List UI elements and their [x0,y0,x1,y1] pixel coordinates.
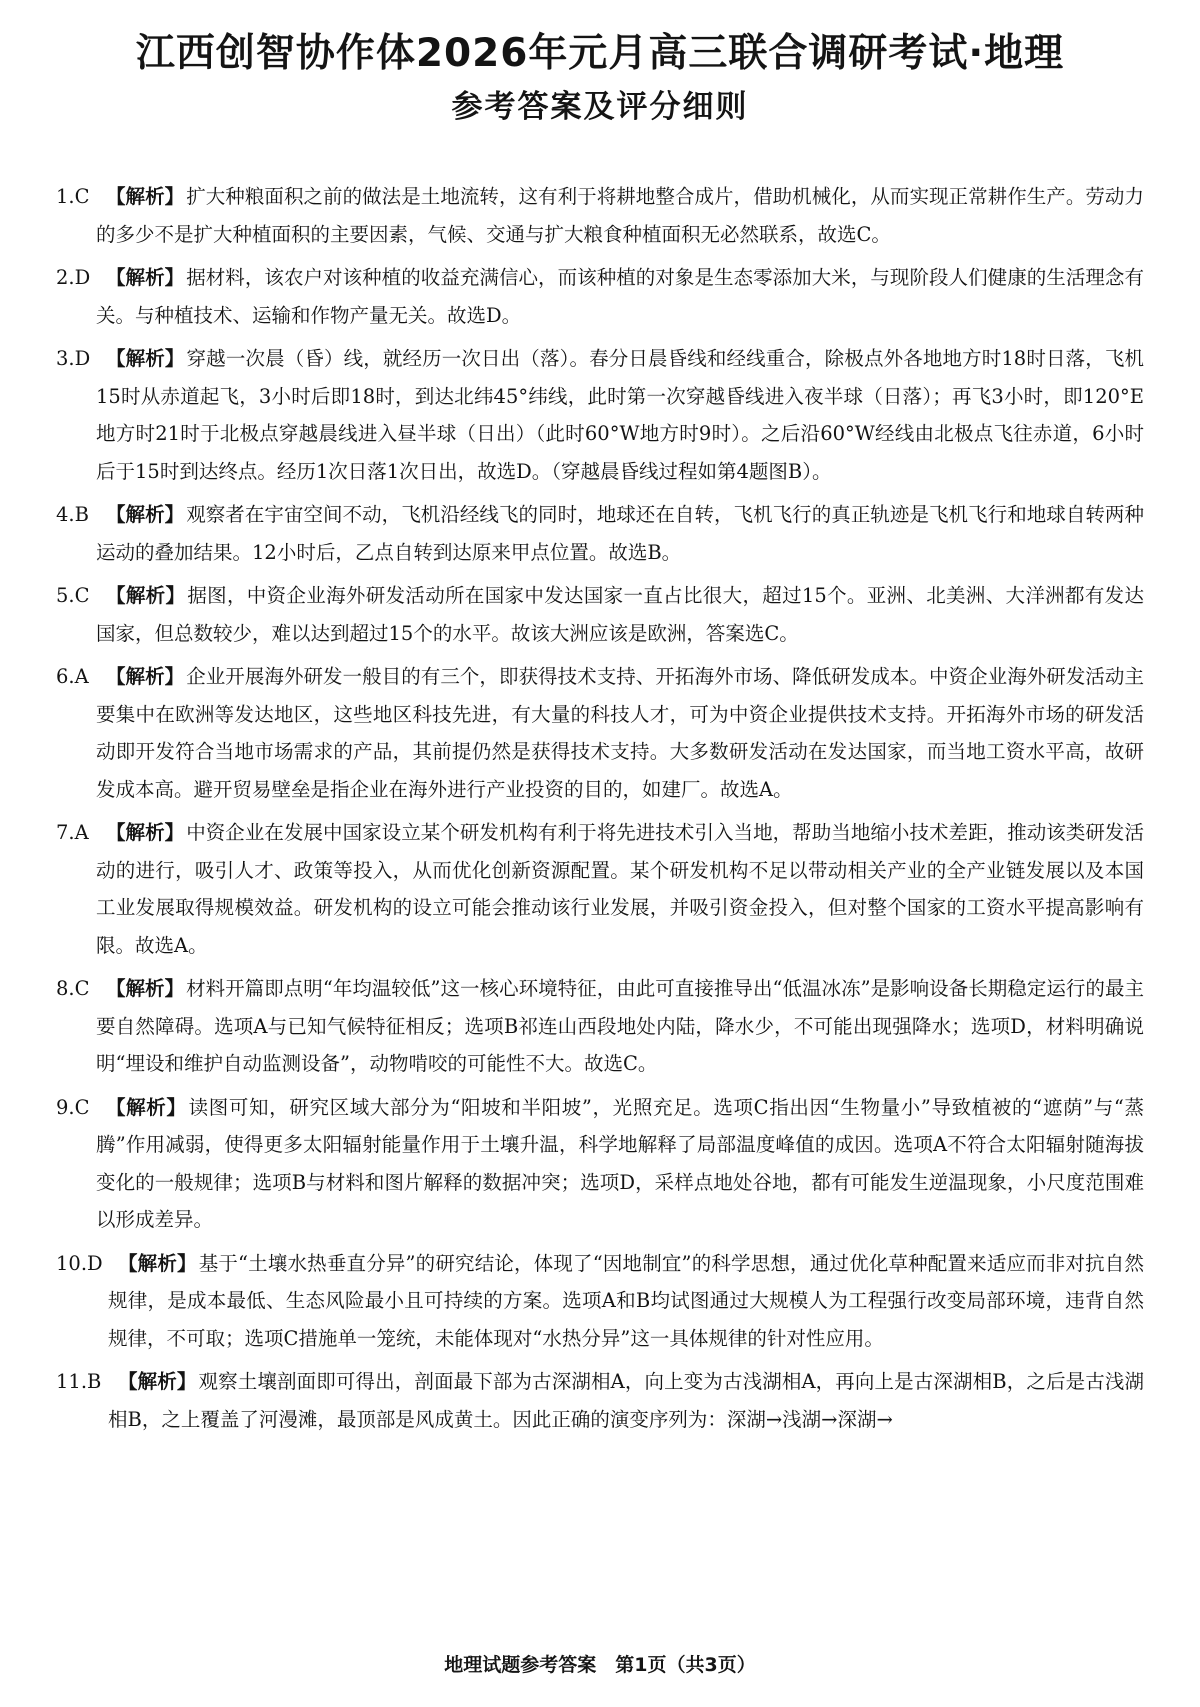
answer-item-10 [56,1245,1144,1358]
analysis-tag: 【解析】 [106,1095,187,1119]
page-footer: 地理试题参考答案 第1页（共3页） [444,1654,756,1676]
answer-text: 观察土壤剖面即可得出，剖面最下部为古深湖相A，向上变为古浅湖相A，再向上是古深湖相B，之后是古浅湖相B，之上覆盖了河漫滩，最顶部是风成黄土。因此正确的演变序列为：深湖→浅湖→深湖→ [108,1370,1144,1431]
answer-text: 基于“土壤水热垂直分异”的研究结论，体现了“因地制宜”的科学思想，通过优化草种配置来适应而非对抗自然规律，是成本最低、生态风险最小且可持续的方案。选项A和B均试图通过大规模人为工程强行改变局部环境，违背自然规律，不可取；选项C措施单一笼统，未能体现对“水热分异”这一具体规律的针对性应用。 [108,1251,1144,1350]
analysis-tag: 【解析】 [106,977,185,1000]
analysis-tag: 【解析】 [118,1370,197,1393]
page-subtitle: 参考答案及评分细则 [451,89,749,125]
answer-item-3 [56,340,1144,490]
answer-item-1 [56,178,1144,253]
answer-number: 7.A [56,821,89,844]
answer-item-5 [56,577,1144,652]
answer-text: 扩大种粮面积之前的做法是土地流转，这有利于将耕地整合成片，借助机械化，从而实现正常耕作生产。劳动力的多少不是扩大种植面积的主要因素，气候、交通与扩大粮食种植面积无必然联系，故选C。 [96,185,1144,246]
answer-number: 9.C [56,1095,90,1119]
analysis-tag: 【解析】 [118,1251,197,1275]
answer-text: 据图，中资企业海外研发活动所在国家中发达国家一直占比很大，超过15个。亚洲、北美洲、大洋洲都有发达国家，但总数较少，难以达到超过15个的水平。故该大洲应该是欧洲，答案选C。 [96,584,1144,645]
answer-number: 3.D [56,347,91,370]
analysis-tag: 【解析】 [106,503,185,526]
analysis-tag: 【解析】 [106,665,185,688]
answer-item-7 [56,814,1144,964]
answer-item-11 [56,1363,1144,1438]
answer-item-9 [56,1089,1144,1239]
answer-item-8 [56,970,1144,1083]
answer-number: 2.D [56,266,91,289]
answer-text: 穿越一次晨（昏）线，就经历一次日出（落）。春分日晨昏线和经线重合，除极点外各地地方时18时日落，飞机15时从赤道起飞，3小时后即18时，到达北纬45°纬线，此时第一次穿越昏线进入夜半球（日落）；再飞3小时，即120°E地方时21时于北极点穿越晨线进入昼半球（日出）（此时60°W地方时9时）。之后沿60°W经线由北极点飞往赤道，6小时后于15时到达终点。经历1次日落1次日出，故选D。（穿越晨昏线过程如第4题图B）。 [96,347,1144,483]
answer-number: 8.C [56,977,90,1000]
answer-number: 5.C [56,584,90,607]
page-title: 江西创智协作体2026年元月高三联合调研考试·地理 [135,31,1065,76]
answer-item-2 [56,259,1144,334]
answer-text: 读图可知，研究区域大部分为“阳坡和半阳坡”，光照充足。选项C指出因“生物量小”导致植被的“遮荫”与“蒸腾”作用减弱，使得更多太阳辐射能量作用于土壤升温，科学地解释了局部温度峰值的成因。选项A不符合太阳辐射随海拔变化的一般规律；选项B与材料和图片解释的数据冲突；选项D，采样点地处谷地，都有可能发生逆温现象，小尺度范围难以形成差异。 [96,1095,1144,1231]
answer-number: 11.B [56,1370,102,1393]
analysis-tag: 【解析】 [106,266,185,289]
analysis-tag: 【解析】 [106,821,185,844]
analysis-tag: 【解析】 [106,347,185,370]
analysis-tag: 【解析】 [106,185,185,208]
answer-item-4 [56,496,1144,571]
analysis-tag: 【解析】 [106,584,186,607]
answer-number: 1.C [56,185,90,208]
answer-text: 据材料，该农户对该种植的收益充满信心，而该种植的对象是生态零添加大米，与现阶段人们健康的生活理念有关。与种植技术、运输和作物产量无关。故选D。 [96,266,1144,327]
answer-text: 中资企业在发展中国家设立某个研发机构有利于将先进技术引入当地，帮助当地缩小技术差距，推动该类研发活动的进行，吸引人才、政策等投入，从而优化创新资源配置。某个研发机构不足以带动相关产业的全产业链发展以及本国工业发展取得规模效益。研发机构的设立可能会推动该行业发展，并吸引资金投入，但对整个国家的工资水平提高影响有限。故选A。 [96,821,1144,957]
answer-item-6 [56,658,1144,808]
answer-text: 材料开篇即点明“年均温较低”这一核心环境特征，由此可直接推导出“低温冰冻”是影响设备长期稳定运行的最主要自然障碍。选项A与已知气候特征相反；选项B祁连山西段地处内陆，降水少，不可能出现强降水；选项D，材料明确说明“埋设和维护自动监测设备”，动物啃咬的可能性不大。故选C。 [96,977,1144,1075]
answer-number: 10.D [56,1251,103,1275]
answer-list [56,178,1144,1438]
answer-number: 4.B [56,503,89,526]
answer-text: 企业开展海外研发一般目的有三个，即获得技术支持、开拓海外市场、降低研发成本。中资企业海外研发活动主要集中在欧洲等发达地区，这些地区科技先进，有大量的科技人才，可为中资企业提供技术支持。开拓海外市场的研发活动即开发符合当地市场需求的产品，其前提仍然是获得技术支持。大多数研发活动在发达国家，而当地工资水平高，故研发成本高。避开贸易壁垒是指企业在海外进行产业投资的目的，如建厂。故选A。 [96,665,1144,801]
answer-text: 观察者在宇宙空间不动，飞机沿经线飞的同时，地球还在自转，飞机飞行的真正轨迹是飞机飞行和地球自转两种运动的叠加结果。12小时后，乙点自转到达原来甲点位置。故选B。 [96,503,1144,564]
answer-number: 6.A [56,665,89,688]
